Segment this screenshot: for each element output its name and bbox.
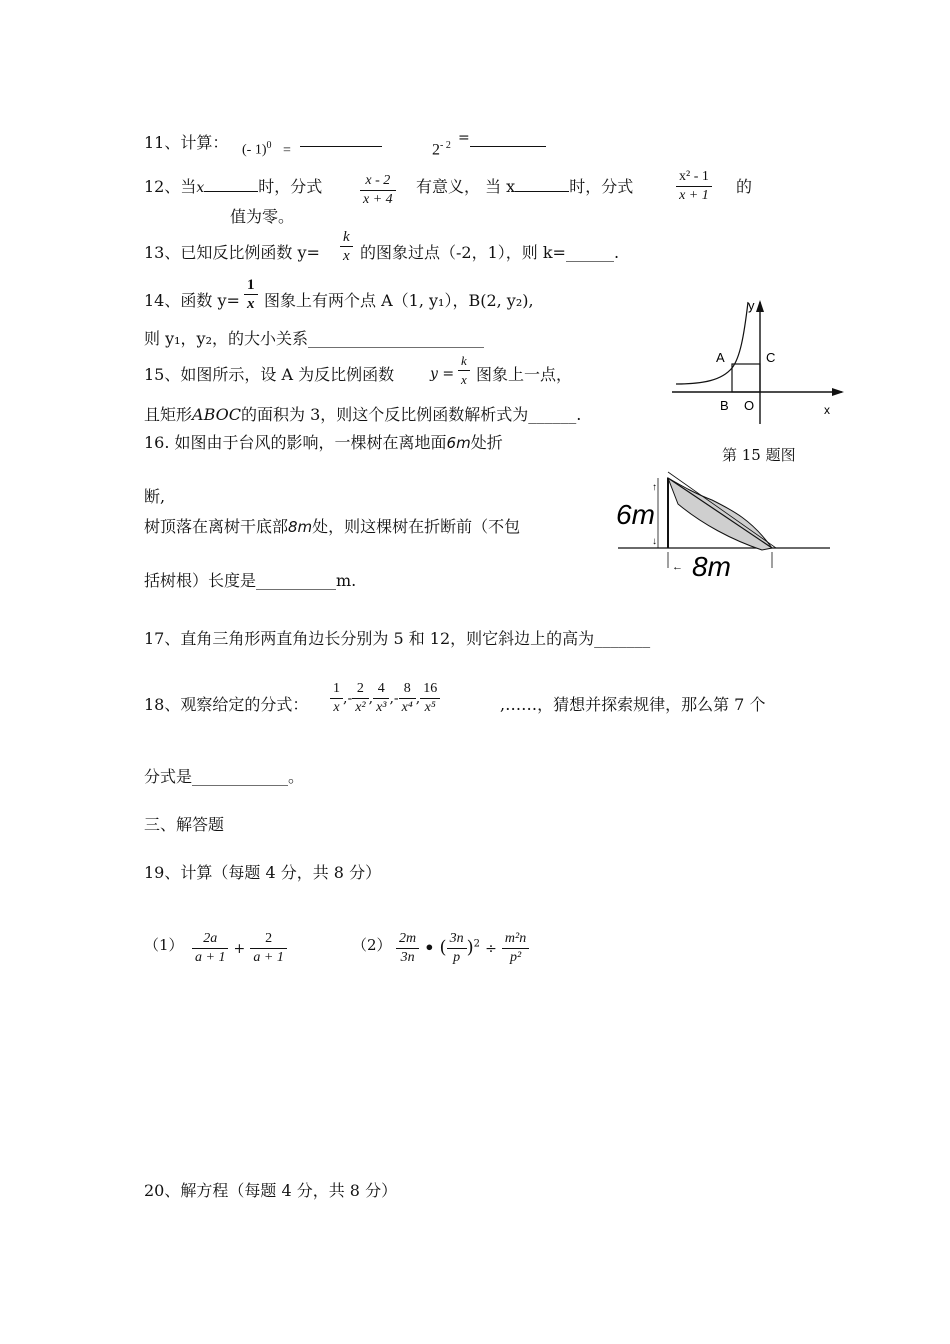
q11-expr1: (- 1)$^0$ = [242,140,291,158]
fallen-trunk-edge [668,472,776,548]
q12-t5: 值为零。 [230,207,295,226]
q15-t2: 图象上一点， [476,365,573,384]
label-A: A [716,350,725,365]
q12-line1: 12、当x 时，分式 [144,177,323,196]
q15-t3: 且矩形ABOC的面积为 3，则这个反比例函数解析式为______. [144,405,582,424]
label-B: B [720,398,729,413]
arrow-up-icon: ↑ [652,482,657,493]
q14-t1: 14、函数 y= [144,291,240,310]
y-axis-arrow [756,300,764,312]
q13-t1: 13、已知反比例函数 y= [144,243,320,262]
q13-frac: $\frac{k}{x}$ [340,228,353,265]
q13-t2: 的图象过点（-2，1），则 k=______. [360,243,620,262]
q18-t2: ,……，猜想并探索规律，那么第 7 个 [500,695,766,714]
q11-expr2: $2^{- 2}$ [432,140,451,159]
fig-distance-label: 8m [692,551,731,580]
q18-term-1: $\frac{1}{x}$ [330,680,343,717]
q12-t4: 的 [736,177,753,196]
q19-p2-expr: $\frac{2m}{3n}$ • ( $\frac{3n}{p}$ )$^2$ ÷ $\frac{\text{m²n}}{\text{p²}}$ [396,930,529,967]
q20-title: 20、解方程（每题 4 分，共 8 分） [144,1181,398,1200]
rectangle-aboc [732,364,760,392]
q15-caption: 第 15 题图 [722,446,796,464]
q15-fy: y = [430,366,455,382]
q16-t3: 断, [144,487,166,506]
q19-p1-expr: $\frac{2a}{a + 1}$ + $\frac{2}{a + 1}$ [192,930,287,967]
arrow-down-icon: ↓ [652,536,657,547]
q18-term-2: $\frac{2}{\text{x²}}$ [352,680,368,717]
label-y: y [748,298,755,313]
arrow-left-icon: ← [672,561,683,573]
q15-figure [664,296,854,424]
q16-line1: 16. 如图由于台风的影响，一棵树在离地面6m处折 [144,433,503,452]
q11-blank1[interactable] [300,132,382,147]
label-O: O [744,398,755,413]
q18-terms: $\frac{1}{x}$ ,- $\frac{2}{\text{x²}}$ , $\frac{4}{\text{x³}}$ ,- $\frac{8}{\text{x⁴}}$ , $\frac{16}{\text{x⁵}}$ [330,680,440,717]
q11 [144,130,228,153]
q11-eq2: = [458,130,470,146]
q16-figure [612,464,834,580]
label-C: C [766,350,776,365]
q17: 17、直角三角形两直角边长分别为 5 和 12，则它斜边上的高为_______ [144,629,651,648]
fallen-trunk [668,478,772,548]
q19-title: 19、计算（每题 4 分，共 8 分） [144,863,382,882]
q14-t3: 则 y₁，y₂，的大小关系______________________ [144,329,484,348]
q19-p1-label: （1） [144,936,184,954]
label-x: x [824,403,830,417]
q14-frac: $\frac{1}{x}$ [244,276,258,313]
q11-label: 11、计算： [144,133,229,152]
hyperbola-curve [676,302,748,384]
q11-blank2[interactable] [470,132,546,147]
q18-t3: 分式是____________。 [144,767,305,786]
q16-t5: 括树根）长度是__________m. [144,571,357,590]
x-axis-arrow [832,388,844,396]
q14-t2: 图象上有两个点 A（1, y₁），B(2, y₂), [264,291,534,310]
q12-mid: 有意义， 当 x 时，分式 [416,177,634,196]
q12-frac2: $\frac{\text{x² - 1}}{x + 1}$ [676,168,712,205]
q18-term-3: $\frac{4}{\text{x³}}$ [373,680,389,717]
q18-term-5: $\frac{16}{\text{x⁵}}$ [420,680,440,717]
q19-p2-label: （2） [352,936,392,954]
q12-blank2[interactable] [515,177,569,192]
q15-t1: 15、如图所示，设 A 为反比例函数 [144,365,395,384]
fig-height-label: 6m [616,499,655,530]
q18-term-4: $\frac{8}{\text{x⁴}}$ [399,680,416,717]
q15-frac: $\frac{k}{x}$ [458,352,470,389]
q12-frac1: $\frac{x - 2}{x + 4}$ [360,172,396,209]
q12-blank1[interactable] [204,177,258,192]
q16-line3: 树顶落在离树干底部8m处，则这棵树在折断前（不包 [144,517,521,536]
q18-t1: 18、观察给定的分式： [144,695,309,714]
section-title: 三、解答题 [144,815,225,834]
